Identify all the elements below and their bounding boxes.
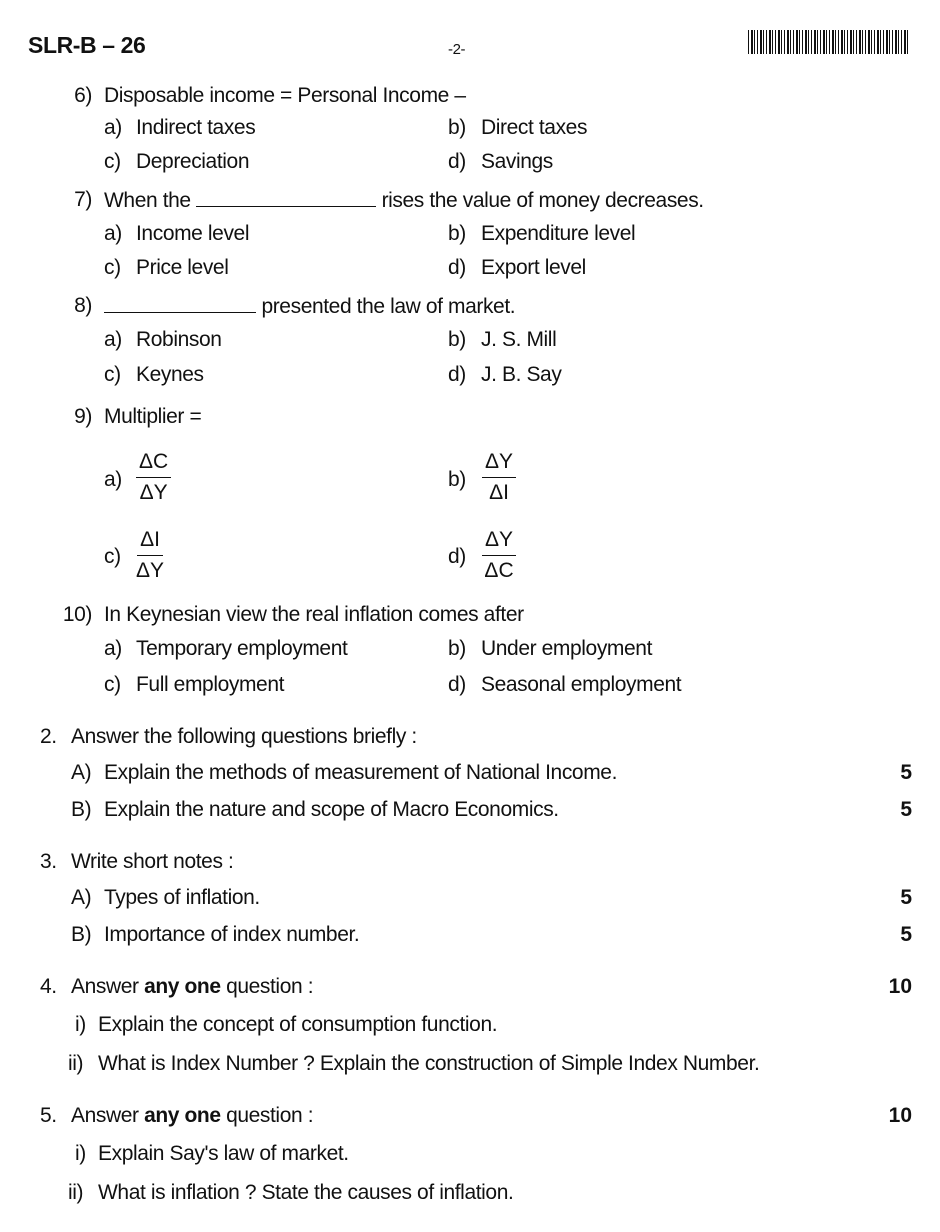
- option-label: d): [448, 363, 466, 386]
- question-text-post: rises the value of money decreases.: [381, 189, 704, 212]
- item-label: i): [75, 1013, 86, 1036]
- fraction: [136, 449, 171, 506]
- option-label: c): [104, 150, 121, 173]
- option-label: d): [448, 256, 466, 279]
- option-text: Price level: [136, 256, 229, 279]
- page-number: -2-: [448, 41, 466, 58]
- heading-pre: Answer: [71, 975, 139, 998]
- option-text: Under employment: [481, 637, 653, 660]
- item-label: A): [71, 886, 92, 909]
- option-label: b): [448, 116, 466, 139]
- item-text: What is inflation ? State the causes of inflation.: [98, 1181, 514, 1204]
- fraction: [482, 449, 516, 506]
- question-number: 10): [62, 603, 92, 626]
- option-label: a): [104, 468, 122, 491]
- option-label: a): [104, 637, 122, 660]
- marks: 5: [900, 798, 912, 821]
- question-number: 8): [74, 294, 92, 317]
- item-text: Explain the nature and scope of Macro Economics.: [104, 798, 559, 821]
- item-text: Explain Say's law of market.: [98, 1142, 349, 1165]
- question-text-post: presented the law of market.: [261, 295, 516, 318]
- option-text: J. B. Say: [481, 363, 562, 386]
- option-label: b): [448, 222, 466, 245]
- question-number: 9): [74, 405, 92, 428]
- section-number: 4.: [40, 975, 57, 998]
- denominator: ΔC: [484, 559, 514, 582]
- option-text: Robinson: [136, 328, 222, 351]
- item-text: Explain the methods of measurement of National Income.: [104, 761, 618, 784]
- heading-bold: any one: [144, 975, 221, 998]
- section-number: 3.: [40, 850, 57, 873]
- option-text: Expenditure level: [481, 222, 636, 245]
- question-text: Disposable income = Personal Income –: [104, 84, 466, 107]
- numerator: ΔY: [482, 527, 516, 556]
- option-label: a): [104, 116, 122, 139]
- section-heading: [71, 975, 313, 999]
- marks: 5: [900, 886, 912, 909]
- option-text: Direct taxes: [481, 116, 588, 139]
- item-text: Explain the concept of consumption function.: [98, 1013, 498, 1036]
- option-label: b): [448, 637, 466, 660]
- option-label: c): [104, 256, 121, 279]
- item-text: What is Index Number ? Explain the construction of Simple Index Number.: [98, 1052, 760, 1075]
- numerator: ΔI: [137, 527, 163, 556]
- item-text: Types of inflation.: [104, 886, 260, 909]
- option-text: Full employment: [136, 673, 285, 696]
- item-label: ii): [68, 1052, 84, 1075]
- section-number: 2.: [40, 725, 57, 748]
- item-label: i): [75, 1142, 86, 1165]
- marks: 10: [888, 1104, 912, 1127]
- item-label: B): [71, 798, 92, 821]
- denominator: ΔI: [489, 481, 509, 504]
- denominator: ΔY: [139, 481, 168, 504]
- item-label: ii): [68, 1181, 84, 1204]
- heading-post: question :: [226, 1104, 314, 1127]
- option-text: Income level: [136, 222, 250, 245]
- question-text: [104, 188, 704, 213]
- section-heading: [71, 1104, 313, 1128]
- option-label: a): [104, 222, 122, 245]
- fill-blank: [196, 188, 376, 207]
- question-text: In Keynesian view the real inflation comes after: [104, 603, 524, 626]
- option-text: J. S. Mill: [481, 328, 557, 351]
- numerator: ΔY: [482, 449, 516, 478]
- option-label: c): [104, 363, 121, 386]
- fraction: [482, 527, 516, 584]
- numerator: ΔC: [136, 449, 171, 478]
- fraction: [136, 527, 164, 584]
- item-text: Importance of index number.: [104, 923, 360, 946]
- marks: 5: [900, 923, 912, 946]
- item-label: B): [71, 923, 92, 946]
- question-number: 7): [74, 188, 92, 211]
- option-label: d): [448, 545, 466, 568]
- section-heading: Answer the following questions briefly :: [71, 725, 417, 748]
- heading-pre: Answer: [71, 1104, 139, 1127]
- marks: 5: [900, 761, 912, 784]
- question-number: 6): [74, 84, 92, 107]
- option-label: b): [448, 468, 466, 491]
- barcode: [748, 30, 910, 54]
- heading-post: question :: [226, 975, 314, 998]
- option-label: c): [104, 545, 121, 568]
- marks: 10: [888, 975, 912, 998]
- option-text: Export level: [481, 256, 586, 279]
- question-text-pre: When the: [104, 189, 191, 212]
- section-number: 5.: [40, 1104, 57, 1127]
- question-text: [104, 294, 515, 319]
- section-heading: Write short notes :: [71, 850, 234, 873]
- item-label: A): [71, 761, 92, 784]
- option-text: Seasonal employment: [481, 673, 682, 696]
- option-text: Keynes: [136, 363, 204, 386]
- option-label: d): [448, 150, 466, 173]
- option-label: b): [448, 328, 466, 351]
- option-text: Temporary employment: [136, 637, 348, 660]
- denominator: ΔY: [136, 559, 165, 582]
- option-label: a): [104, 328, 122, 351]
- heading-bold: any one: [144, 1104, 221, 1127]
- question-text: Multiplier =: [104, 405, 202, 428]
- fill-blank: [104, 294, 256, 313]
- option-text: Depreciation: [136, 150, 250, 173]
- option-text: Savings: [481, 150, 553, 173]
- option-label: c): [104, 673, 121, 696]
- option-label: d): [448, 673, 466, 696]
- option-text: Indirect taxes: [136, 116, 256, 139]
- paper-code: SLR-B – 26: [28, 32, 146, 58]
